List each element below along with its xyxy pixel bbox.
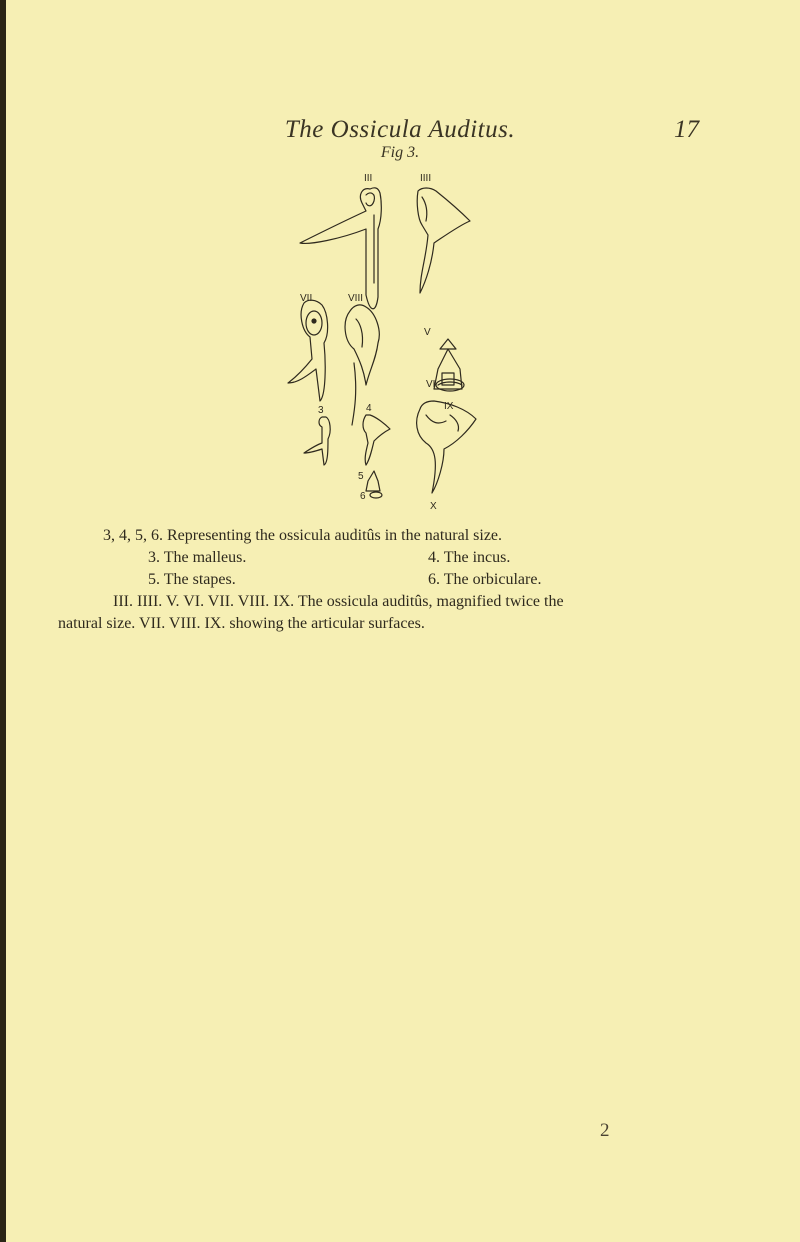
label-vi: VI — [426, 379, 436, 390]
label-ix: IX — [444, 401, 454, 412]
caption-line-5: natural size. VII. VIII. IX. showing the articular surfaces. — [58, 615, 425, 632]
malleus-small-drawing — [304, 417, 330, 465]
label-iii: III — [364, 173, 373, 184]
caption-line-1: 3, 4, 5, 6. Representing the ossicula auditûs in the natural size. — [103, 527, 503, 544]
caption-incus: 4. The incus. — [428, 549, 511, 566]
caption-stapes: 5. The stapes. — [148, 571, 236, 588]
orbiculare-small-drawing — [370, 492, 382, 498]
ossicula-figure — [270, 163, 510, 518]
label-vii: VII — [300, 293, 313, 304]
page-number: 17 — [674, 116, 699, 143]
label-6: 6 — [360, 491, 366, 502]
footer-mark: 2 — [600, 1120, 610, 1141]
figure-label: Fig 3. — [380, 144, 420, 161]
label-4: 4 — [366, 403, 372, 414]
label-v: V — [424, 327, 431, 338]
caption-line-4: III. IIII. V. VI. VII. VIII. IX. The ossicula auditûs, magnified twice the — [113, 593, 564, 610]
page-edge — [0, 0, 6, 1242]
stapes-small-drawing — [366, 471, 380, 491]
label-3: 3 — [318, 405, 324, 416]
ossicula-illustration — [270, 163, 510, 518]
caption-orbiculare: 6. The orbiculare. — [428, 571, 542, 588]
running-title: The Ossicula Auditus. — [284, 116, 516, 143]
label-5: 5 — [358, 471, 364, 482]
incus-small-drawing — [363, 415, 390, 465]
label-x: X — [430, 501, 437, 512]
label-iiii: IIII — [420, 173, 432, 184]
label-viii: VIII — [348, 293, 364, 304]
caption-malleus: 3. The malleus. — [148, 549, 247, 566]
